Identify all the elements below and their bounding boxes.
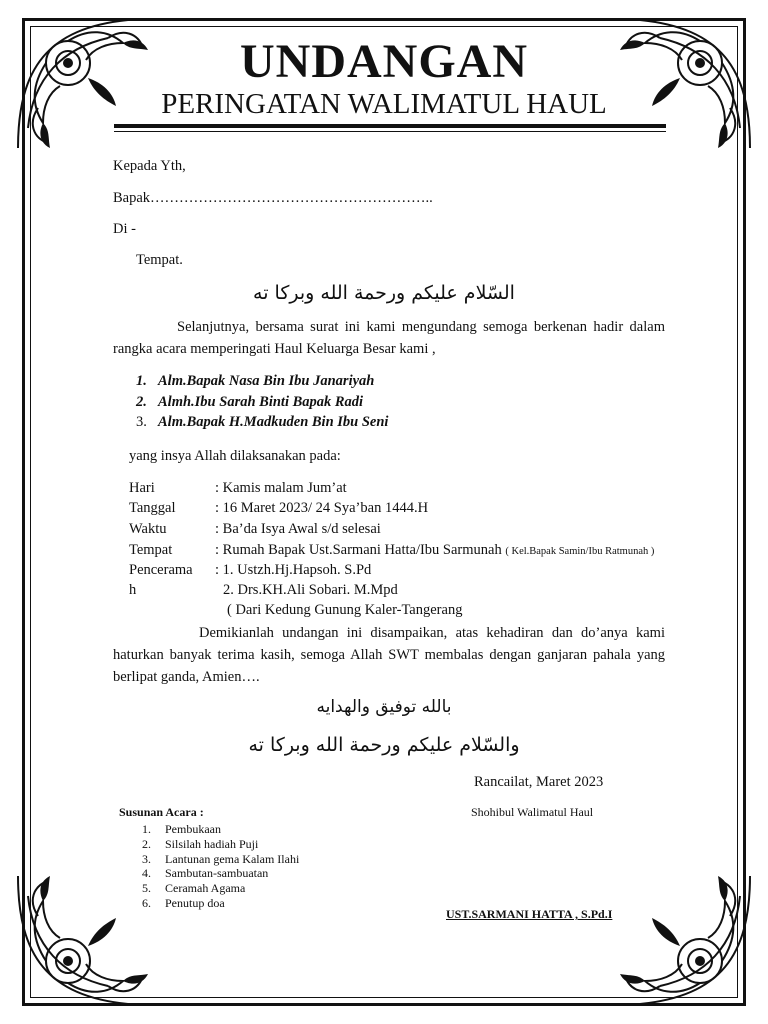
arabic-closing-greeting: والسّلام عليكم ورحمة الله وبركا ته [248, 734, 520, 756]
detail-label-penceramah: Pencerama [129, 562, 193, 578]
agenda-num: 6. [142, 896, 151, 910]
agenda-num: 4. [142, 866, 151, 880]
arabic-closing-prayer: بالله توفيق والهدايه [316, 697, 452, 717]
signature-name: UST.SARMANI HATTA , S.Pd.I [446, 907, 613, 921]
deceased-name: Almh.Ibu Sarah Binti Bapak Radi [158, 394, 364, 410]
detail-value-penceramah-origin: ( Dari Kedung Gunung Kaler-Tangerang [227, 602, 463, 618]
agenda-num: 1. [142, 822, 151, 836]
deceased-name: Alm.Bapak Nasa Bin Ibu Janariyah [158, 373, 375, 389]
header-rule-thin [114, 131, 666, 132]
detail-label-tanggal: Tanggal [129, 500, 176, 516]
recipient-name-line: Bapak………………………………………………….. [113, 190, 433, 206]
detail-label-hari: Hari [129, 480, 155, 496]
place-date: Rancailat, Maret 2023 [474, 774, 604, 790]
agenda-item: Pembukaan [165, 822, 221, 836]
detail-label-penceramah-wrap: h [129, 582, 137, 598]
recipient-place: Tempat. [136, 252, 183, 268]
agenda-item: Penutup doa [165, 896, 225, 910]
detail-label-tempat: Tempat [129, 542, 173, 558]
intro-text: Selanjutnya, bersama surat ini kami mengundang semoga berkenan hadir dalam rangka acara memperingati Haul Keluarga Besar kami , [113, 319, 665, 357]
agenda-item: Silsilah hadiah Puji [165, 837, 259, 851]
tempat-note: ( Kel.Bapak Samin/Ibu Ratmunah ) [505, 546, 655, 557]
detail-value-penceramah-1: : 1. Ustzh.Hj.Hapsoh. S.Pd [215, 562, 372, 578]
deceased-name: Alm.Bapak H.Madkuden Bin Ibu Seni [158, 414, 389, 430]
header-rule-thick [114, 124, 666, 128]
closing-paragraph [113, 622, 665, 688]
document-subtitle: PERINGATAN WALIMATUL HAUL [161, 88, 607, 120]
detail-value-hari: : Kamis malam Jum’at [215, 480, 347, 496]
agenda-item: Sambutan-sambuatan [165, 866, 269, 880]
deceased-num: 2. [136, 394, 147, 410]
detail-value-waktu: : Ba’da Isya Awal s/d selesai [215, 521, 381, 537]
tempat-address: : Rumah Bapak Ust.Sarmani Hatta/Ibu Sarmunah [215, 542, 502, 558]
corner-ornament-icon [8, 866, 158, 1016]
schedule-intro: yang insya Allah dilaksanakan pada: [129, 448, 341, 464]
recipient-line: Kepada Yth, [113, 158, 186, 174]
agenda-num: 5. [142, 881, 151, 895]
agenda-item: Ceramah Agama [165, 881, 246, 895]
deceased-num: 3. [136, 414, 147, 430]
detail-value-penceramah-2: 2. Drs.KH.Ali Sobari. M.Mpd [223, 582, 398, 598]
detail-label-waktu: Waktu [129, 521, 167, 537]
arabic-greeting: السّلام عليكم ورحمة الله وبركا ته [253, 282, 515, 304]
detail-value-tempat [215, 542, 654, 559]
agenda-title: Susunan Acara : [119, 805, 204, 819]
intro-paragraph [113, 316, 665, 360]
agenda-item: Lantunan gema Kalam Ilahi [165, 852, 300, 866]
deceased-num: 1. [136, 373, 147, 389]
closing-text: Demikianlah undangan ini disampaikan, atas kehadiran dan do’anya kami haturkan banyak terima kasih, semoga Allah SWT membalas dengan ganjaran pahala yang berlipat ganda, Amien…. [113, 625, 665, 685]
agenda-num: 2. [142, 837, 151, 851]
recipient-line: Di - [113, 221, 136, 237]
detail-value-tanggal: : 16 Maret 2023/ 24 Sya’ban 1444.H [215, 500, 429, 516]
signature-role: Shohibul Walimatul Haul [471, 805, 594, 819]
agenda-num: 3. [142, 852, 151, 866]
document-title: UNDANGAN [240, 35, 528, 88]
corner-ornament-icon [610, 866, 760, 1016]
